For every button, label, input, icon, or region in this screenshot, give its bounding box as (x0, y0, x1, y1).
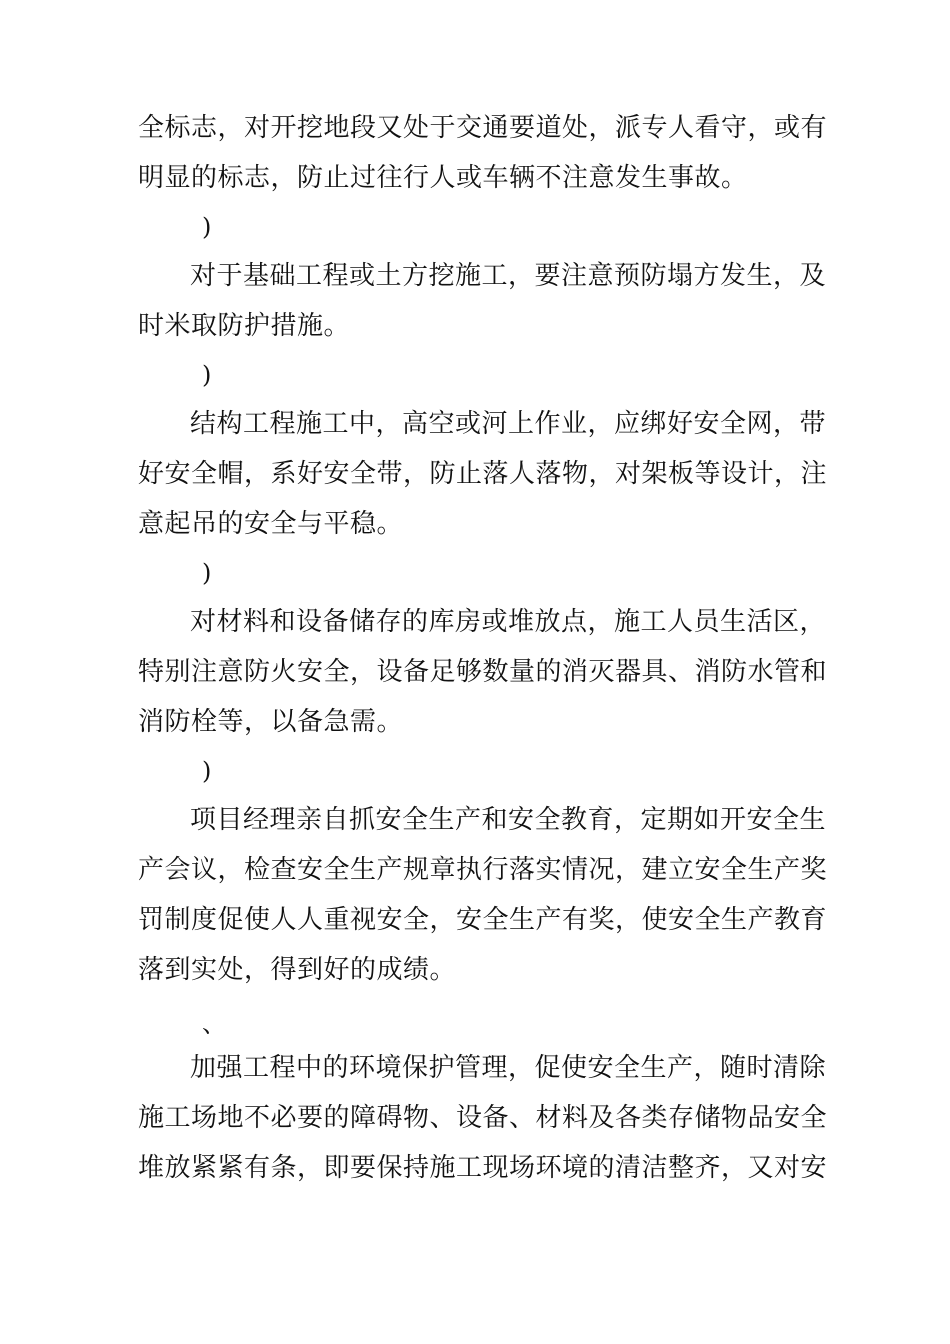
paragraph-first-line: 对于基础工程或土方挖施工，要注意预防塌方发生，及 (190, 261, 827, 291)
text-line: 意起吊的安全与平稳。 (138, 509, 404, 539)
text-line: 明显的标志，防止过往行人或车辆不注意发生事故。 (138, 163, 748, 193)
paragraph-first-line: 项目经理亲自抓安全生产和安全教育，定期如开安全生 (190, 805, 827, 835)
text-line: 全标志，对开挖地段又处于交通要道处，派专人看守，或有 (138, 113, 828, 143)
list-marker: ) (202, 361, 212, 389)
text-line: 特别注意防火安全，设备足够数量的消灭器具、消防水管和 (138, 657, 828, 687)
list-marker: ) (202, 559, 212, 587)
text-line: 堆放紧紧有条，即要保持施工现场环境的清洁整齐，又对安 (138, 1153, 828, 1183)
paragraph-first-line: 对材料和设备储存的库房或堆放点，施工人员生活区， (190, 607, 827, 637)
paragraph-first-line: 加强工程中的环境保护管理，促使安全生产，随时清除 (190, 1053, 827, 1083)
paragraph-first-line: 结构工程施工中，高空或河上作业，应绑好安全网，带 (190, 409, 827, 439)
text-line: 消防栓等，以备急需。 (138, 707, 404, 737)
text-line: 产会议，检查安全生产规章执行落实情况，建立安全生产奖 (138, 855, 828, 885)
text-line: 时米取防护措施。 (138, 311, 351, 341)
list-marker: 、 (202, 1010, 226, 1038)
list-marker: ) (202, 213, 212, 241)
text-line: 落到实处，得到好的成绩。 (138, 955, 457, 985)
list-marker: ) (202, 757, 212, 785)
text-line: 好安全帽，系好安全带，防止落人落物，对架板等设计，注 (138, 459, 828, 489)
text-line: 施工场地不必要的障碍物、设备、材料及各类存储物品安全 (138, 1103, 828, 1133)
text-line: 罚制度促使人人重视安全，安全生产有奖，使安全生产教育 (138, 905, 828, 935)
